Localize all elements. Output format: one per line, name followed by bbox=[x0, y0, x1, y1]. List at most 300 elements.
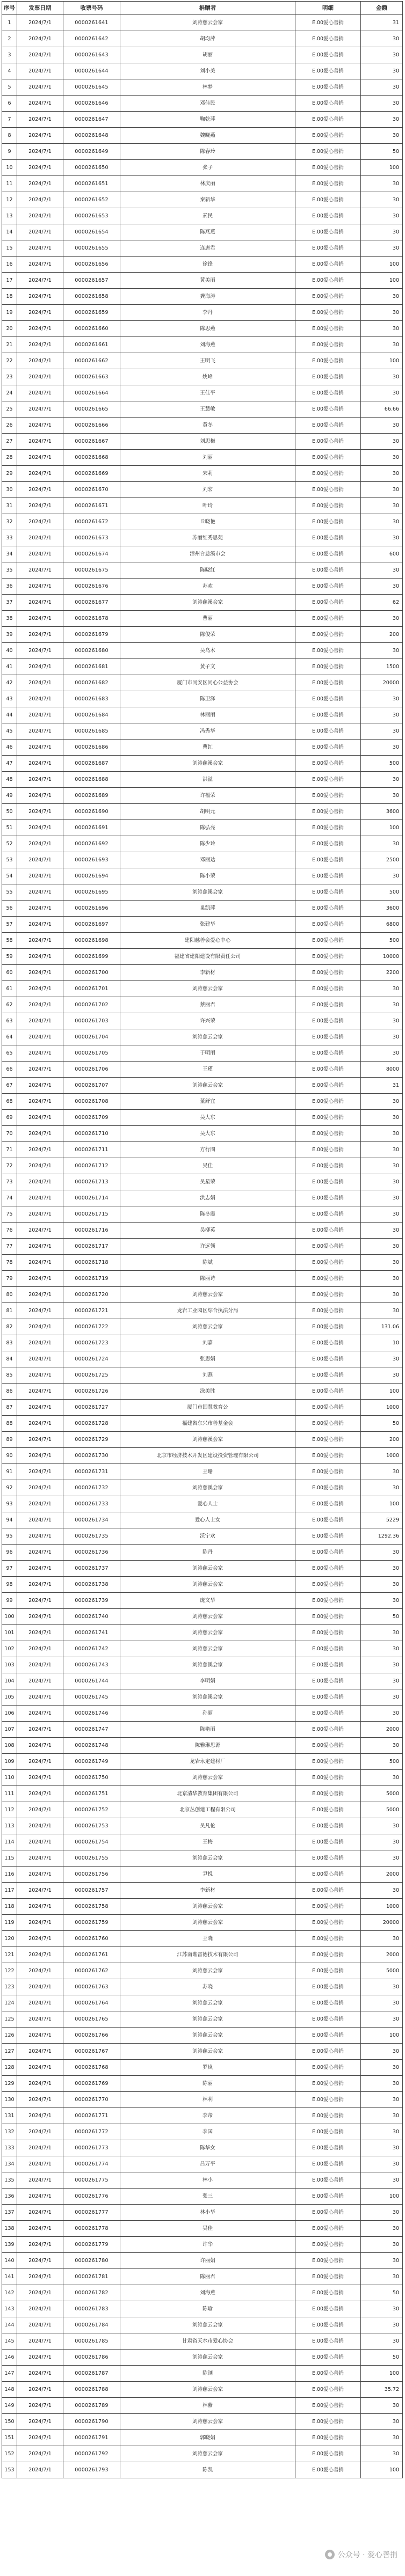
row-index: 96 bbox=[2, 1545, 17, 1561]
row-detail: E.00爱心善捐 bbox=[295, 2285, 361, 2301]
row-index: 101 bbox=[2, 1625, 17, 1641]
row-date: 2024/7/1 bbox=[17, 257, 63, 273]
row-date: 2024/7/1 bbox=[17, 965, 63, 981]
row-donor: 张思娟 bbox=[120, 1351, 295, 1367]
row-invoice-number: 0000261756 bbox=[63, 1867, 120, 1883]
row-detail: E.00爱心善捐 bbox=[295, 2011, 361, 2028]
row-index: 32 bbox=[2, 514, 17, 530]
row-invoice-number: 0000261663 bbox=[63, 369, 120, 385]
table-row bbox=[2, 1915, 403, 1931]
row-index: 47 bbox=[2, 756, 17, 772]
row-date: 2024/7/1 bbox=[17, 1029, 63, 1045]
table-row bbox=[2, 1545, 403, 1561]
row-date: 2024/7/1 bbox=[17, 2108, 63, 2124]
row-detail: E.00爱心善捐 bbox=[295, 434, 361, 450]
row-detail: E.00爱心善捐 bbox=[295, 2108, 361, 2124]
row-index: 12 bbox=[2, 192, 17, 208]
table-row bbox=[2, 1432, 403, 1448]
row-invoice-number: 0000261752 bbox=[63, 1802, 120, 1818]
row-detail: E.00爱心善捐 bbox=[295, 1593, 361, 1609]
table-row bbox=[2, 1400, 403, 1416]
table-row bbox=[2, 2253, 403, 2269]
row-amount: 30 bbox=[361, 418, 403, 434]
row-detail: E.00爱心善捐 bbox=[295, 128, 361, 144]
row-date: 2024/7/1 bbox=[17, 1416, 63, 1432]
table-row bbox=[2, 2060, 403, 2076]
row-detail: E.00爱心善捐 bbox=[295, 1738, 361, 1754]
row-date: 2024/7/1 bbox=[17, 1738, 63, 1754]
row-index: 86 bbox=[2, 1384, 17, 1400]
row-donor: 刘涛慈云会家 bbox=[120, 1899, 295, 1915]
table-row bbox=[2, 2237, 403, 2253]
row-invoice-number: 0000261682 bbox=[63, 675, 120, 691]
row-date: 2024/7/1 bbox=[17, 1190, 63, 1206]
row-amount: 30 bbox=[361, 1367, 403, 1384]
row-amount: 30 bbox=[361, 31, 403, 47]
table-row bbox=[2, 1094, 403, 1110]
table-row bbox=[2, 337, 403, 353]
row-amount: 30 bbox=[361, 611, 403, 627]
row-donor: 刘燕 bbox=[120, 1367, 295, 1384]
row-invoice-number: 0000261789 bbox=[63, 2398, 120, 2414]
row-detail: E.00爱心善捐 bbox=[295, 1496, 361, 1512]
row-detail: E.00爱心善捐 bbox=[295, 2301, 361, 2317]
row-donor: 连唐君 bbox=[120, 240, 295, 257]
row-donor: 李新材 bbox=[120, 1883, 295, 1899]
row-invoice-number: 0000261791 bbox=[63, 2430, 120, 2446]
row-index: 17 bbox=[2, 273, 17, 289]
table-row bbox=[2, 1641, 403, 1657]
row-amount: 30 bbox=[361, 1834, 403, 1850]
row-amount: 30 bbox=[361, 723, 403, 740]
row-index: 123 bbox=[2, 1979, 17, 1995]
row-date: 2024/7/1 bbox=[17, 112, 63, 128]
row-detail: E.00爱心善捐 bbox=[295, 385, 361, 401]
row-detail: E.00爱心善捐 bbox=[295, 498, 361, 514]
row-invoice-number: 0000261748 bbox=[63, 1738, 120, 1754]
row-detail: E.00爱心善捐 bbox=[295, 2092, 361, 2108]
row-index: 28 bbox=[2, 450, 17, 466]
row-invoice-number: 0000261662 bbox=[63, 353, 120, 369]
row-index: 127 bbox=[2, 2044, 17, 2060]
row-amount: 500 bbox=[361, 1754, 403, 1770]
row-date: 2024/7/1 bbox=[17, 997, 63, 1013]
row-date: 2024/7/1 bbox=[17, 901, 63, 917]
row-invoice-number: 0000261652 bbox=[63, 192, 120, 208]
row-amount: 30 bbox=[361, 2398, 403, 2414]
row-detail: E.00爱心善捐 bbox=[295, 224, 361, 240]
row-donor: 邓佳民 bbox=[120, 96, 295, 112]
row-invoice-number: 0000261717 bbox=[63, 1239, 120, 1255]
row-date: 2024/7/1 bbox=[17, 2076, 63, 2092]
row-donor: 陈燕燕 bbox=[120, 224, 295, 240]
table-row bbox=[2, 47, 403, 63]
row-index: 113 bbox=[2, 1818, 17, 1834]
row-amount: 30 bbox=[361, 2140, 403, 2156]
table-row bbox=[2, 562, 403, 579]
row-detail: E.00爱心善捐 bbox=[295, 1528, 361, 1545]
row-index: 122 bbox=[2, 1963, 17, 1979]
row-donor: 庞文华 bbox=[120, 1593, 295, 1609]
table-row bbox=[2, 15, 403, 31]
table-row bbox=[2, 1528, 403, 1545]
row-detail: E.00爱心善捐 bbox=[295, 2350, 361, 2366]
row-amount: 30 bbox=[361, 1174, 403, 1190]
row-detail: E.00爱心善捐 bbox=[295, 852, 361, 868]
row-donor: 刘涛慈云会家 bbox=[120, 1770, 295, 1786]
table-row bbox=[2, 788, 403, 804]
row-amount: 30 bbox=[361, 1770, 403, 1786]
row-detail: E.00爱心善捐 bbox=[295, 112, 361, 128]
row-donor: 刘涛慈云会家 bbox=[120, 2317, 295, 2333]
row-index: 144 bbox=[2, 2317, 17, 2333]
row-date: 2024/7/1 bbox=[17, 2189, 63, 2205]
row-detail: E.00爱心善捐 bbox=[295, 15, 361, 31]
row-amount: 100 bbox=[361, 1384, 403, 1400]
table-row bbox=[2, 740, 403, 756]
table-row bbox=[2, 643, 403, 659]
table-row bbox=[2, 1963, 403, 1979]
row-amount: 30 bbox=[361, 1593, 403, 1609]
table-row bbox=[2, 2011, 403, 2028]
row-donor: 鞠乾萍 bbox=[120, 112, 295, 128]
row-index: 30 bbox=[2, 482, 17, 498]
table-row bbox=[2, 1029, 403, 1045]
row-amount: 5000 bbox=[361, 1786, 403, 1802]
row-index: 13 bbox=[2, 208, 17, 224]
row-index: 138 bbox=[2, 2221, 17, 2237]
row-invoice-number: 0000261696 bbox=[63, 901, 120, 917]
row-date: 2024/7/1 bbox=[17, 31, 63, 47]
table-row bbox=[2, 2205, 403, 2221]
table-row bbox=[2, 1078, 403, 1094]
row-index: 42 bbox=[2, 675, 17, 691]
row-donor: 陈丽诗 bbox=[120, 1271, 295, 1287]
row-invoice-number: 0000261774 bbox=[63, 2156, 120, 2172]
row-detail: E.00爱心善捐 bbox=[295, 1239, 361, 1255]
row-amount: 100 bbox=[361, 2028, 403, 2044]
row-date: 2024/7/1 bbox=[17, 2285, 63, 2301]
row-date: 2024/7/1 bbox=[17, 1963, 63, 1979]
row-invoice-number: 0000261712 bbox=[63, 1158, 120, 1174]
row-amount: 30 bbox=[361, 2124, 403, 2140]
row-index: 136 bbox=[2, 2189, 17, 2205]
row-amount: 30 bbox=[361, 498, 403, 514]
row-date: 2024/7/1 bbox=[17, 192, 63, 208]
row-invoice-number: 0000261764 bbox=[63, 1995, 120, 2011]
row-amount: 30 bbox=[361, 1271, 403, 1287]
row-invoice-number: 0000261676 bbox=[63, 579, 120, 595]
row-date: 2024/7/1 bbox=[17, 160, 63, 176]
row-invoice-number: 0000261653 bbox=[63, 208, 120, 224]
row-index: 118 bbox=[2, 1899, 17, 1915]
row-detail: E.00爱心善捐 bbox=[295, 2060, 361, 2076]
table-row bbox=[2, 1464, 403, 1480]
row-donor: 许兴荣 bbox=[120, 1013, 295, 1029]
row-date: 2024/7/1 bbox=[17, 2172, 63, 2189]
table-row bbox=[2, 691, 403, 707]
row-date: 2024/7/1 bbox=[17, 369, 63, 385]
row-date: 2024/7/1 bbox=[17, 1625, 63, 1641]
row-amount: 500 bbox=[361, 933, 403, 949]
row-index: 38 bbox=[2, 611, 17, 627]
row-invoice-number: 0000261691 bbox=[63, 820, 120, 836]
row-index: 103 bbox=[2, 1657, 17, 1673]
row-index: 51 bbox=[2, 820, 17, 836]
table-row bbox=[2, 2269, 403, 2285]
table-row bbox=[2, 353, 403, 369]
row-detail: E.00爱心善捐 bbox=[295, 1577, 361, 1593]
row-amount: 500 bbox=[361, 884, 403, 901]
row-invoice-number: 0000261711 bbox=[63, 1142, 120, 1158]
table-row bbox=[2, 1303, 403, 1319]
table-row bbox=[2, 2430, 403, 2446]
row-invoice-number: 0000261692 bbox=[63, 836, 120, 852]
row-donor: 陈瑜 bbox=[120, 2301, 295, 2317]
row-date: 2024/7/1 bbox=[17, 1818, 63, 1834]
row-date: 2024/7/1 bbox=[17, 756, 63, 772]
row-invoice-number: 0000261776 bbox=[63, 2189, 120, 2205]
row-amount: 3600 bbox=[361, 804, 403, 820]
row-donor: 苏丽红秀思苑 bbox=[120, 530, 295, 546]
row-donor: 漳州台慈溪市会 bbox=[120, 546, 295, 562]
row-index: 91 bbox=[2, 1464, 17, 1480]
row-invoice-number: 0000261788 bbox=[63, 2382, 120, 2398]
row-detail: E.00爱心善捐 bbox=[295, 1126, 361, 1142]
row-invoice-number: 0000261784 bbox=[63, 2317, 120, 2333]
row-date: 2024/7/1 bbox=[17, 1287, 63, 1303]
row-amount: 30 bbox=[361, 337, 403, 353]
row-donor: 爱心人士 bbox=[120, 1496, 295, 1512]
row-date: 2024/7/1 bbox=[17, 1384, 63, 1400]
row-index: 35 bbox=[2, 562, 17, 579]
row-date: 2024/7/1 bbox=[17, 2140, 63, 2156]
row-date: 2024/7/1 bbox=[17, 917, 63, 933]
table-row bbox=[2, 2414, 403, 2430]
row-amount: 1000 bbox=[361, 1899, 403, 1915]
row-invoice-number: 0000261761 bbox=[63, 1947, 120, 1963]
row-amount: 20000 bbox=[361, 1915, 403, 1931]
row-detail: E.00爱心善捐 bbox=[295, 1351, 361, 1367]
row-amount: 30 bbox=[361, 997, 403, 1013]
table-row bbox=[2, 112, 403, 128]
row-donor: 秦新华 bbox=[120, 192, 295, 208]
row-date: 2024/7/1 bbox=[17, 15, 63, 31]
row-date: 2024/7/1 bbox=[17, 1512, 63, 1528]
row-donor: 陈华女 bbox=[120, 2140, 295, 2156]
row-detail: E.00爱心善捐 bbox=[295, 2253, 361, 2269]
row-index: 153 bbox=[2, 2462, 17, 2478]
row-invoice-number: 0000261725 bbox=[63, 1367, 120, 1384]
row-date: 2024/7/1 bbox=[17, 1641, 63, 1657]
table-row bbox=[2, 1351, 403, 1367]
row-amount: 30 bbox=[361, 1094, 403, 1110]
row-donor: 陈少玲 bbox=[120, 836, 295, 852]
row-date: 2024/7/1 bbox=[17, 772, 63, 788]
row-invoice-number: 0000261687 bbox=[63, 756, 120, 772]
row-index: 41 bbox=[2, 659, 17, 675]
row-invoice-number: 0000261700 bbox=[63, 965, 120, 981]
row-detail: E.00爱心善捐 bbox=[295, 949, 361, 965]
row-detail: E.00爱心善捐 bbox=[295, 627, 361, 643]
row-donor: 刘涛慈云会家 bbox=[120, 1561, 295, 1577]
row-date: 2024/7/1 bbox=[17, 240, 63, 257]
row-detail: E.00爱心善捐 bbox=[295, 723, 361, 740]
table-row bbox=[2, 2398, 403, 2414]
row-amount: 30 bbox=[361, 47, 403, 63]
row-date: 2024/7/1 bbox=[17, 1432, 63, 1448]
row-detail: E.00爱心善捐 bbox=[295, 2366, 361, 2382]
row-amount: 30 bbox=[361, 1464, 403, 1480]
row-donor: 孙丽 bbox=[120, 1706, 295, 1722]
row-index: 98 bbox=[2, 1577, 17, 1593]
table-row bbox=[2, 530, 403, 546]
table-row bbox=[2, 820, 403, 836]
row-date: 2024/7/1 bbox=[17, 96, 63, 112]
row-invoice-number: 0000261715 bbox=[63, 1206, 120, 1223]
row-donor: 陈弘亮 bbox=[120, 820, 295, 836]
table-row bbox=[2, 2076, 403, 2092]
row-index: 137 bbox=[2, 2205, 17, 2221]
row-donor: 刘宏 bbox=[120, 482, 295, 498]
table-row bbox=[2, 514, 403, 530]
row-donor: 龙岩永定建材厂 bbox=[120, 1754, 295, 1770]
table-row bbox=[2, 1013, 403, 1029]
header-amount: 金额 bbox=[361, 2, 403, 15]
row-index: 125 bbox=[2, 2011, 17, 2028]
row-invoice-number: 0000261642 bbox=[63, 31, 120, 47]
table-row bbox=[2, 1126, 403, 1142]
row-donor: 许福荣 bbox=[120, 788, 295, 804]
table-row bbox=[2, 2108, 403, 2124]
row-index: 26 bbox=[2, 418, 17, 434]
row-amount: 30 bbox=[361, 1158, 403, 1174]
row-invoice-number: 0000261740 bbox=[63, 1609, 120, 1625]
row-detail: E.00爱心善捐 bbox=[295, 611, 361, 627]
row-donor: 龙岩工业园区综合执法分局 bbox=[120, 1303, 295, 1319]
row-donor: 北京清华教育集团有限公司 bbox=[120, 1786, 295, 1802]
row-detail: E.00爱心善捐 bbox=[295, 47, 361, 63]
row-detail: E.00爱心善捐 bbox=[295, 2317, 361, 2333]
table-row bbox=[2, 240, 403, 257]
row-date: 2024/7/1 bbox=[17, 176, 63, 192]
row-index: 33 bbox=[2, 530, 17, 546]
row-donor: 张建华 bbox=[120, 917, 295, 933]
row-date: 2024/7/1 bbox=[17, 2028, 63, 2044]
row-donor: 刘涛慈云会家 bbox=[120, 1609, 295, 1625]
row-date: 2024/7/1 bbox=[17, 804, 63, 820]
row-detail: E.00爱心善捐 bbox=[295, 2028, 361, 2044]
row-index: 133 bbox=[2, 2140, 17, 2156]
row-index: 64 bbox=[2, 1029, 17, 1045]
row-donor: 刘涛慈云会家 bbox=[120, 2350, 295, 2366]
row-amount: 30 bbox=[361, 1239, 403, 1255]
row-date: 2024/7/1 bbox=[17, 546, 63, 562]
row-date: 2024/7/1 bbox=[17, 1673, 63, 1689]
row-amount: 30 bbox=[361, 981, 403, 997]
row-date: 2024/7/1 bbox=[17, 1078, 63, 1094]
row-index: 141 bbox=[2, 2269, 17, 2285]
table-row bbox=[2, 804, 403, 820]
row-donor: 刘涛慈云会家 bbox=[120, 1641, 295, 1657]
row-index: 108 bbox=[2, 1738, 17, 1754]
row-invoice-number: 0000261732 bbox=[63, 1480, 120, 1496]
row-index: 31 bbox=[2, 498, 17, 514]
row-date: 2024/7/1 bbox=[17, 144, 63, 160]
row-amount: 30 bbox=[361, 2044, 403, 2060]
row-detail: E.00爱心善捐 bbox=[295, 740, 361, 756]
donation-table bbox=[2, 1, 403, 2478]
row-detail: E.00爱心善捐 bbox=[295, 933, 361, 949]
row-date: 2024/7/1 bbox=[17, 1174, 63, 1190]
row-detail: E.00爱心善捐 bbox=[295, 1013, 361, 1029]
row-donor: 刘小美 bbox=[120, 63, 295, 79]
row-detail: E.00爱心善捐 bbox=[295, 1416, 361, 1432]
row-date: 2024/7/1 bbox=[17, 852, 63, 868]
row-invoice-number: 0000261705 bbox=[63, 1045, 120, 1062]
row-detail: E.00爱心善捐 bbox=[295, 466, 361, 482]
row-invoice-number: 0000261758 bbox=[63, 1899, 120, 1915]
row-date: 2024/7/1 bbox=[17, 1786, 63, 1802]
row-invoice-number: 0000261733 bbox=[63, 1496, 120, 1512]
row-index: 112 bbox=[2, 1802, 17, 1818]
row-detail: E.00爱心善捐 bbox=[295, 1673, 361, 1689]
table-row bbox=[2, 1850, 403, 1867]
row-donor: 素民 bbox=[120, 208, 295, 224]
row-date: 2024/7/1 bbox=[17, 820, 63, 836]
wechat-icon bbox=[325, 2550, 335, 2559]
row-date: 2024/7/1 bbox=[17, 868, 63, 884]
row-amount: 30 bbox=[361, 466, 403, 482]
row-donor: 陈冬霞 bbox=[120, 1206, 295, 1223]
row-index: 146 bbox=[2, 2350, 17, 2366]
row-invoice-number: 0000261783 bbox=[63, 2301, 120, 2317]
table-row bbox=[2, 965, 403, 981]
row-donor: 苏晓 bbox=[120, 1979, 295, 1995]
row-index: 34 bbox=[2, 546, 17, 562]
table-row bbox=[2, 611, 403, 627]
row-detail: E.00爱心善捐 bbox=[295, 836, 361, 852]
row-invoice-number: 0000261651 bbox=[63, 176, 120, 192]
row-donor: 姚峰 bbox=[120, 369, 295, 385]
row-donor: 江苏南谯雷德技术有限公司 bbox=[120, 1947, 295, 1963]
row-invoice-number: 0000261775 bbox=[63, 2172, 120, 2189]
table-row bbox=[2, 1271, 403, 1287]
row-amount: 30 bbox=[361, 2076, 403, 2092]
row-donor: 王慧敏 bbox=[120, 401, 295, 418]
row-invoice-number: 0000261743 bbox=[63, 1657, 120, 1673]
row-date: 2024/7/1 bbox=[17, 691, 63, 707]
row-detail: E.00爱心善捐 bbox=[295, 2237, 361, 2253]
row-donor: 吴大东 bbox=[120, 1126, 295, 1142]
row-detail: E.00爱心善捐 bbox=[295, 1899, 361, 1915]
row-invoice-number: 0000261672 bbox=[63, 514, 120, 530]
row-detail: E.00爱心善捐 bbox=[295, 401, 361, 418]
row-date: 2024/7/1 bbox=[17, 627, 63, 643]
row-detail: E.00爱心善捐 bbox=[295, 1029, 361, 1045]
table-row bbox=[2, 144, 403, 160]
row-donor: 许丽娟 bbox=[120, 2253, 295, 2269]
row-invoice-number: 0000261759 bbox=[63, 1915, 120, 1931]
row-amount: 200 bbox=[361, 627, 403, 643]
row-detail: E.00爱心善捐 bbox=[295, 1174, 361, 1190]
row-index: 14 bbox=[2, 224, 17, 240]
row-donor: 丘晓艳 bbox=[120, 514, 295, 530]
row-invoice-number: 0000261785 bbox=[63, 2333, 120, 2350]
row-invoice-number: 0000261708 bbox=[63, 1094, 120, 1110]
row-index: 52 bbox=[2, 836, 17, 852]
row-detail: E.00爱心善捐 bbox=[295, 1834, 361, 1850]
